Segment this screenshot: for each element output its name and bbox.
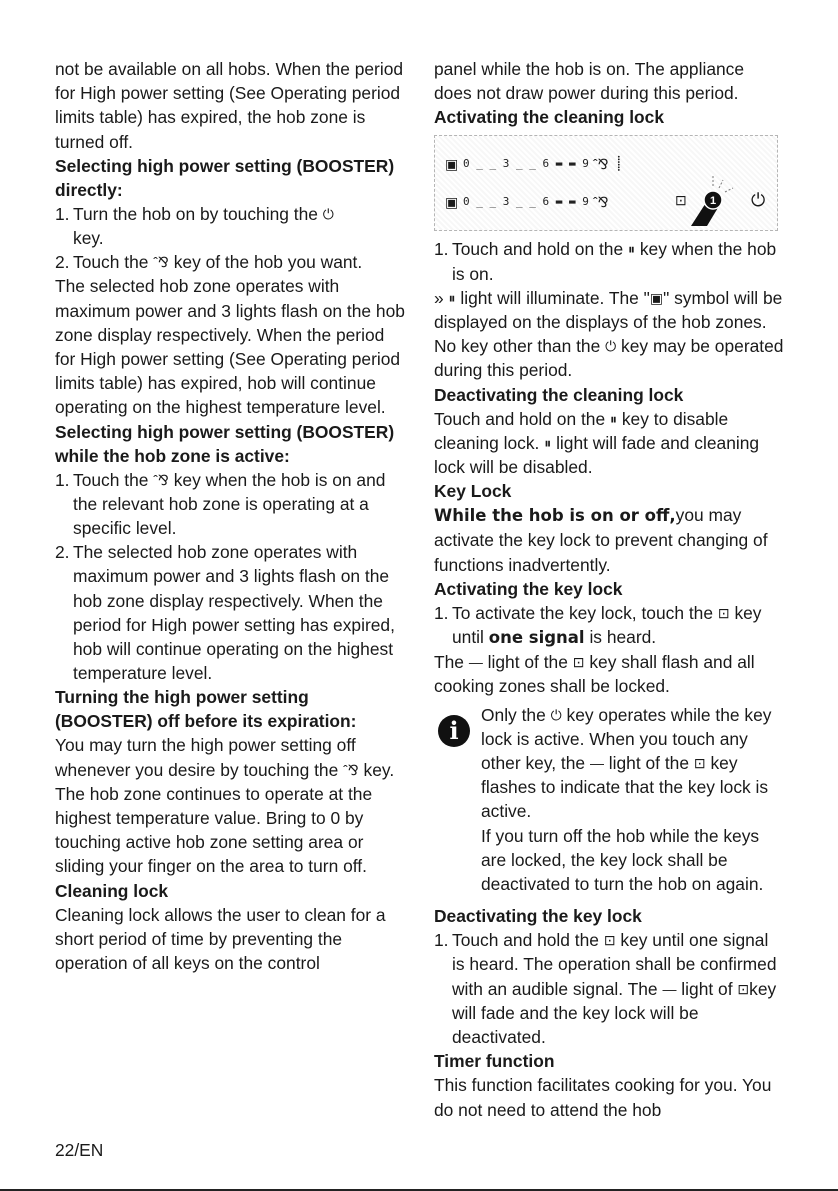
item-number: 1.: [434, 930, 449, 951]
item-text: light of: [681, 978, 733, 999]
cleaning-display-icon: ▣: [649, 289, 664, 306]
booster-key-icon: ˆ⅋: [153, 254, 169, 271]
heading-activate-cleaning-lock: Activating the cleaning lock: [434, 107, 664, 128]
paragraph: Cleaning lock allows the user to clean for a short period of time by preventing the operation of all keys on the control: [55, 904, 386, 974]
text-run: »: [434, 287, 444, 308]
text-run: light will fade and cleaning lock will be disabled.: [434, 432, 760, 478]
item-text: is heard.: [589, 627, 657, 648]
text-run: key flashes to indicate that the key lock is active.: [481, 753, 769, 822]
item-text: Turn the hob on by touching the: [73, 203, 318, 224]
text-run: light of the: [608, 753, 690, 774]
booster-key-icon: ˆ⅋: [593, 156, 609, 173]
finger-touch-icon: [683, 172, 743, 228]
list-item: [55, 540, 407, 685]
paragraph: The selected hob zone operates with maximum power and 3 lights flash on the hob zone display respectively. When the period for High power setting (See Operating period limits table) has expired, hob will continue operating on the highest temperature level.: [55, 276, 405, 418]
text-run: light of the: [487, 652, 568, 673]
booster-key-icon: ˆ⅋: [593, 194, 609, 211]
text-run: key to disable cleaning lock.: [434, 408, 729, 453]
heading-cleaning-lock: Cleaning lock: [55, 880, 169, 901]
power-key-icon: ⏻: [751, 190, 766, 211]
text-run: light will illuminate. The ": [460, 287, 650, 308]
paragraph: This function facilitates cooking for you. You do not need to attend the hob: [434, 1075, 772, 1120]
text-run: key. The hob zone continues to operate at the highest temperature value. Bring to 0 by touching active hob zone setting area or sliding your finger on the area to turn off.: [55, 759, 395, 877]
zone-display-icon: ▣: [445, 194, 459, 211]
list-item: [434, 601, 784, 650]
item-text: Touch the: [73, 469, 149, 490]
item-number: 1.: [55, 203, 70, 224]
left-column: [55, 57, 407, 975]
text-run: Only the: [481, 704, 546, 725]
steps-list: [434, 237, 784, 285]
booster-key-icon: ˆ⅋: [343, 761, 359, 778]
page-number: 22/EN: [55, 1140, 104, 1160]
heading-booster-active: Selecting high power setting (BOOSTER) while the hob zone is active:: [55, 421, 395, 466]
item-text: Touch and hold on the: [452, 239, 624, 260]
cleaning-lock-key-icon: ⸽: [617, 155, 621, 172]
item-text: key when the hob is on.: [452, 239, 777, 284]
text-run: key shall flash and all cooking zones shall be locked.: [434, 652, 755, 697]
text-run: you may activate the key lock to prevent changing of functions inadvertently.: [434, 505, 768, 575]
key-lock-icon: ⊡: [693, 755, 706, 772]
item-number: 1.: [434, 239, 449, 260]
heading-booster-off: Turning the high power setting (BOOSTER) off before its expiration:: [55, 687, 357, 732]
item-text: The selected hob zone operates with maximum power and 3 lights flash on the hob zone display respectively. When the period for High power setting has expired, hob will continue operating on the highest temperature level.: [73, 542, 395, 684]
item-number: 1.: [434, 602, 449, 623]
steps-list: [434, 601, 784, 650]
cleaning-lock-key-icon: ⏸: [628, 241, 635, 258]
item-text: key.: [73, 228, 104, 249]
item-number: 1.: [55, 469, 70, 490]
steps-list: [55, 202, 407, 275]
dash-light-icon: —: [468, 654, 483, 671]
key-lock-icon: ⊡: [603, 932, 616, 949]
text-run: key operates while the key lock is active. When you touch any other key, the: [481, 704, 772, 774]
control-panel-illustration: [434, 135, 778, 231]
key-lock-icon: ⊡: [737, 980, 750, 997]
list-item: [434, 237, 784, 285]
text-run: Touch and hold on the: [434, 408, 606, 429]
item-number: 2.: [55, 542, 70, 563]
item-text: To activate the key lock, touch the: [452, 602, 714, 623]
power-key-icon: ⏻: [550, 706, 562, 723]
paragraph: [55, 733, 407, 878]
item-text: Touch the: [73, 252, 149, 273]
info-note: [434, 703, 784, 897]
paragraph: [434, 286, 784, 383]
item-text: key until: [452, 602, 762, 648]
info-text: [481, 703, 784, 824]
list-item: [55, 468, 407, 541]
steps-list: [55, 468, 407, 686]
power-key-icon: ⏻: [605, 338, 617, 355]
callout-number: 1: [709, 195, 717, 208]
paragraph: [434, 650, 784, 698]
heading-deactivate-cleaning-lock: Deactivating the cleaning lock: [434, 384, 684, 405]
cleaning-lock-key-icon: ⏸: [610, 410, 617, 427]
item-text: key when the hob is on and the relevant hob zone is operating at a specific level.: [73, 469, 386, 539]
heading-deactivate-key-lock: Deactivating the key lock: [434, 906, 642, 927]
paragraph: [434, 503, 784, 577]
dash-light-icon: —: [589, 755, 604, 772]
booster-key-icon: ˆ⅋: [153, 471, 169, 488]
text-run-bold: While the hob is on or off,: [434, 506, 676, 526]
text-run: " symbol will be displayed on the displays of the hob zones. No key other than the: [434, 287, 783, 357]
paragraph: [434, 407, 784, 480]
power-scale: 0 _ _ 3 _ _ 6 ▬ ▬ 9: [463, 157, 589, 171]
list-item: [55, 202, 407, 250]
item-text: key will fade and the key lock will be deactivated.: [452, 978, 777, 1048]
text-run: The: [434, 652, 464, 673]
info-icon: i: [438, 715, 470, 747]
text-run-bold: one signal: [488, 628, 585, 648]
info-text: If you turn off the hob while the keys are locked, the key lock shall be deactivated to turn the hob on again.: [481, 825, 764, 895]
steps-list: [434, 928, 784, 1049]
zone-display-icon: ▣: [445, 156, 459, 173]
item-number: 2.: [55, 252, 70, 273]
paragraph: not be available on all hobs. When the period for High power setting (See Operating period limits table) has expired, the hob zone is turned off.: [55, 59, 404, 152]
text-run: key may be operated during this period.: [434, 336, 784, 381]
text-run: You may turn the high power setting off whenever you desire by touching the: [55, 735, 356, 780]
heading-timer-function: Timer function: [434, 1051, 555, 1072]
heading-booster-direct: Selecting high power setting (BOOSTER) directly:: [55, 155, 395, 200]
heading-key-lock: Key Lock: [434, 481, 512, 502]
item-text: key until one signal is heard. The operation shall be confirmed with an audible signal. The: [452, 930, 777, 999]
power-scale: 0 _ _ 3 _ _ 6 ▬ ▬ 9: [463, 195, 589, 209]
item-text: Touch and hold the: [452, 930, 599, 951]
dash-light-icon: —: [662, 980, 677, 997]
right-column: [434, 57, 784, 1122]
list-item: [434, 928, 784, 1049]
key-lock-icon: ⊡: [717, 604, 730, 621]
paragraph: panel while the hob is on. The appliance does not draw power during this period.: [434, 59, 745, 104]
cleaning-lock-key-icon: ⏸: [544, 434, 552, 451]
power-key-icon: ⏻: [322, 205, 334, 222]
list-item: [55, 250, 407, 274]
item-text: key of the hob you want.: [173, 252, 363, 273]
key-lock-icon: ⊡: [675, 192, 687, 209]
heading-activate-key-lock: Activating the key lock: [434, 578, 623, 599]
key-lock-icon: ⊡: [572, 654, 585, 671]
cleaning-lock-key-icon: ⏸: [448, 289, 456, 306]
